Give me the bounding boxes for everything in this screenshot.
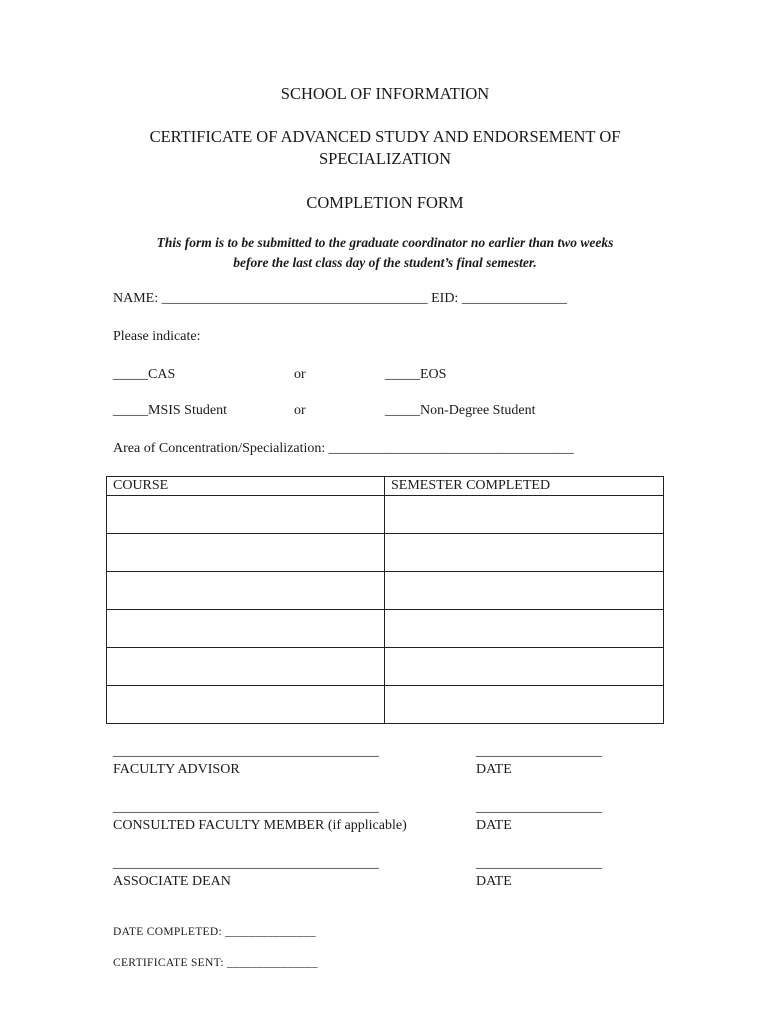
semester-cell[interactable] (385, 572, 664, 610)
table-row (107, 648, 664, 686)
instructions-line1: This form is to be submitted to the graduate coordinator no earlier than two weeks (156, 235, 614, 250)
table-row (107, 572, 664, 610)
faculty-advisor-date-line[interactable]: __________________ (476, 744, 602, 759)
course-column-header: COURSE (107, 477, 385, 496)
date-label: DATE (476, 874, 512, 889)
course-cell[interactable] (107, 534, 385, 572)
consulted-faculty-date-line[interactable]: __________________ (476, 800, 602, 815)
semester-column-header: SEMESTER COMPLETED (385, 477, 664, 496)
table-row (107, 496, 664, 534)
consulted-faculty-signature-line[interactable]: ______________________________________ (113, 800, 379, 815)
cas-option[interactable]: _____CAS (113, 367, 176, 382)
certificate-title-line1: CERTIFICATE OF ADVANCED STUDY AND ENDORSEMENT OF (149, 127, 621, 146)
name-eid-field[interactable]: NAME: ______________________________________ EID: _______________ (113, 291, 567, 306)
instructions-line2: before the last class day of the student’s final semester. (233, 255, 537, 270)
consulted-faculty-label: CONSULTED FACULTY MEMBER (if applicable) (113, 818, 407, 833)
semester-cell[interactable] (385, 610, 664, 648)
form-name: COMPLETION FORM (306, 193, 464, 212)
table-row (107, 610, 664, 648)
date-label: DATE (476, 762, 512, 777)
associate-dean-label: ASSOCIATE DEAN (113, 874, 231, 889)
semester-cell[interactable] (385, 648, 664, 686)
or-label: or (294, 403, 306, 418)
course-table (106, 476, 664, 724)
semester-cell[interactable] (385, 496, 664, 534)
or-label: or (294, 367, 306, 382)
certificate-sent-field[interactable]: CERTIFICATE SENT: _______________ (113, 957, 318, 969)
associate-dean-date-line[interactable]: __________________ (476, 856, 602, 871)
date-label: DATE (476, 818, 512, 833)
course-cell[interactable] (107, 572, 385, 610)
course-cell[interactable] (107, 610, 385, 648)
faculty-advisor-signature-line[interactable]: ______________________________________ (113, 744, 379, 759)
semester-cell[interactable] (385, 534, 664, 572)
school-heading: SCHOOL OF INFORMATION (280, 84, 490, 103)
table-row (107, 534, 664, 572)
course-cell[interactable] (107, 648, 385, 686)
date-completed-field[interactable]: DATE COMPLETED: _______________ (113, 926, 316, 938)
table-header-row (107, 477, 664, 496)
msis-option[interactable]: _____MSIS Student (113, 403, 227, 418)
area-of-concentration-field[interactable]: Area of Concentration/Specialization: ___________________________________ (113, 441, 574, 456)
associate-dean-signature-line[interactable]: ______________________________________ (113, 856, 379, 871)
certificate-title-line2: SPECIALIZATION (319, 149, 451, 168)
faculty-advisor-label: FACULTY ADVISOR (113, 762, 240, 777)
non-degree-option[interactable]: _____Non-Degree Student (385, 403, 536, 418)
semester-cell[interactable] (385, 686, 664, 724)
eos-option[interactable]: _____EOS (385, 367, 447, 382)
table-row (107, 686, 664, 724)
course-cell[interactable] (107, 496, 385, 534)
please-indicate-label: Please indicate: (113, 329, 201, 344)
course-cell[interactable] (107, 686, 385, 724)
